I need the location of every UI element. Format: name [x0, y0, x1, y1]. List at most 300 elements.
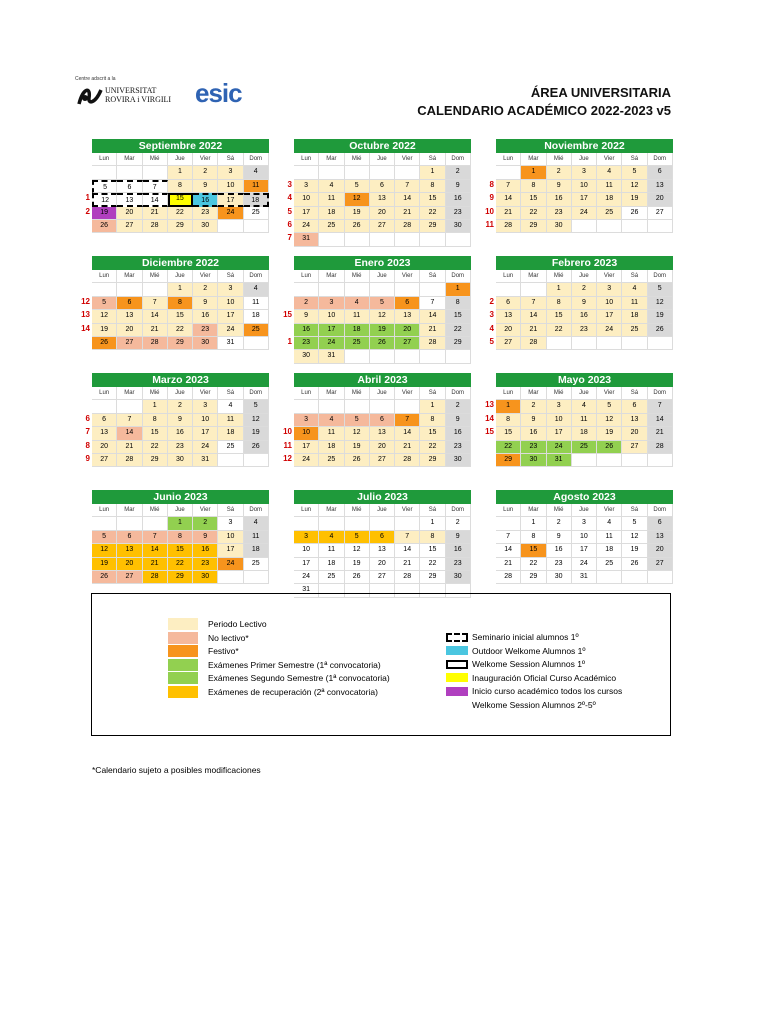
day-cell: 12 — [244, 414, 269, 427]
empty-cell — [92, 166, 117, 179]
day-cell: 2 — [572, 283, 597, 296]
day-cell: 24 — [597, 324, 622, 337]
weekday-label: Jue — [572, 387, 597, 400]
day-cell: 19 — [92, 558, 117, 571]
day-cell: 20 — [92, 441, 117, 454]
day-cell: 3 — [294, 414, 319, 427]
day-cell: 6 — [117, 180, 142, 193]
day-cell: 25 — [622, 324, 647, 337]
legend-swatch — [168, 632, 198, 644]
day-cell: 3 — [319, 297, 344, 310]
day-cell: 14 — [395, 544, 420, 557]
day-cell: 9 — [547, 180, 572, 193]
day-cell: 9 — [193, 531, 218, 544]
legend-item — [168, 632, 249, 644]
day-cell: 13 — [117, 544, 142, 557]
weekday-label: Mar — [521, 504, 546, 517]
day-cell: 30 — [193, 571, 218, 584]
empty-cell — [345, 400, 370, 413]
empty-cell — [395, 283, 420, 296]
day-cell: 24 — [218, 558, 243, 571]
month-calendar — [92, 490, 269, 584]
legend-swatch — [168, 686, 198, 698]
day-cell: 25 — [244, 558, 269, 571]
day-cell: 30 — [294, 350, 319, 363]
weekday-label: Dom — [648, 504, 673, 517]
day-cell: 22 — [446, 324, 471, 337]
day-cell: 10 — [294, 544, 319, 557]
weekday-label: Lun — [496, 387, 521, 400]
day-cell: 10 — [218, 531, 243, 544]
empty-cell — [218, 220, 243, 233]
day-cell: 9 — [168, 414, 193, 427]
month-title: Mayo 2023 — [496, 373, 673, 387]
day-cell: 18 — [244, 193, 269, 206]
day-cell: 26 — [622, 207, 647, 220]
day-cell: 8 — [168, 531, 193, 544]
day-cell: 5 — [244, 400, 269, 413]
day-cell: 6 — [117, 297, 142, 310]
day-cell: 16 — [547, 193, 572, 206]
week-number: 5 — [287, 206, 292, 216]
day-cell: 24 — [218, 207, 243, 220]
day-cell: 9 — [193, 297, 218, 310]
empty-cell — [597, 220, 622, 233]
day-cell: 16 — [547, 544, 572, 557]
weekday-label: Dom — [446, 270, 471, 283]
day-cell: 25 — [345, 337, 370, 350]
legend-label: Seminario inicial alumnos 1º — [472, 632, 579, 642]
day-cell: 11 — [319, 544, 344, 557]
day-cell: 28 — [395, 571, 420, 584]
legend-swatch — [446, 687, 468, 696]
empty-cell — [117, 517, 142, 530]
day-cell: 1 — [420, 400, 445, 413]
legend-swatch — [168, 645, 198, 657]
empty-cell — [117, 400, 142, 413]
month-calendar — [485, 373, 673, 467]
day-cell: 22 — [143, 441, 168, 454]
day-cell: 1 — [496, 400, 521, 413]
day-cell: 8 — [521, 180, 546, 193]
day-cell: 3 — [218, 283, 243, 296]
day-cell: 27 — [395, 337, 420, 350]
day-cell: 10 — [294, 427, 319, 440]
day-cell: 4 — [597, 517, 622, 530]
day-cell: 13 — [370, 427, 395, 440]
empty-cell — [648, 571, 673, 584]
day-cell: 26 — [648, 324, 673, 337]
legend-swatch — [168, 672, 198, 684]
legend-label: Exámenes Primer Semestre (1ª convocatoria) — [208, 659, 381, 670]
day-cell: 17 — [547, 427, 572, 440]
month-title: Julio 2023 — [294, 490, 471, 504]
empty-cell — [395, 517, 420, 530]
day-cell: 23 — [193, 207, 218, 220]
day-cell: 3 — [218, 517, 243, 530]
day-cell: 2 — [446, 400, 471, 413]
day-cell: 5 — [597, 400, 622, 413]
day-cell: 7 — [521, 297, 546, 310]
legend-label: Exámenes de recuperación (2ª convocatoria) — [208, 686, 378, 697]
legend-item — [446, 632, 579, 642]
month-title: Octubre 2022 — [294, 139, 471, 153]
weekday-label: Sá — [420, 270, 445, 283]
month-calendar — [283, 373, 471, 467]
day-cell: 7 — [420, 297, 445, 310]
empty-cell — [395, 166, 420, 179]
weekday-label: Dom — [648, 387, 673, 400]
legend-item — [168, 659, 381, 671]
legend-swatch — [446, 633, 468, 642]
day-cell: 10 — [597, 297, 622, 310]
day-cell: 2 — [168, 400, 193, 413]
day-cell: 17 — [218, 310, 243, 323]
day-cell: 13 — [395, 310, 420, 323]
day-cell: 21 — [395, 207, 420, 220]
week-number: 8 — [489, 179, 494, 189]
weekday-label: Jue — [168, 504, 193, 517]
day-cell: 20 — [370, 441, 395, 454]
day-cell: 29 — [168, 220, 193, 233]
logo-area — [75, 76, 265, 116]
day-cell: 28 — [395, 220, 420, 233]
month-calendar — [496, 490, 673, 584]
day-cell: 4 — [244, 517, 269, 530]
weekday-label: Vier — [395, 504, 420, 517]
weekday-label: Vier — [395, 153, 420, 166]
day-cell: 21 — [395, 558, 420, 571]
day-cell: 12 — [622, 531, 647, 544]
day-cell: 15 — [446, 310, 471, 323]
legend-item — [446, 673, 616, 683]
legend-label: Outdoor Welkome Alumnos 1º — [472, 645, 586, 656]
day-cell: 18 — [319, 441, 344, 454]
weekday-label: Vier — [597, 270, 622, 283]
weekday-label: Mié — [345, 270, 370, 283]
legend-item — [446, 659, 585, 669]
legend-item — [446, 700, 596, 710]
weekday-label: Sá — [420, 504, 445, 517]
day-cell: 11 — [244, 297, 269, 310]
day-cell: 22 — [168, 558, 193, 571]
weekday-label: Mar — [521, 387, 546, 400]
day-cell: 18 — [572, 427, 597, 440]
empty-cell — [345, 166, 370, 179]
day-cell: 3 — [572, 517, 597, 530]
day-cell: 8 — [143, 414, 168, 427]
week-number: 9 — [489, 193, 494, 203]
day-cell: 6 — [648, 166, 673, 179]
week-number: 12 — [81, 296, 90, 306]
legend-label: Periodo Lectivo — [208, 619, 267, 629]
empty-cell — [319, 166, 344, 179]
day-cell: 21 — [143, 558, 168, 571]
day-cell: 31 — [193, 454, 218, 467]
legend-label: Exámenes Segundo Semestre (1ª convocatoria) — [208, 673, 390, 683]
month-calendar — [85, 139, 269, 233]
day-cell: 28 — [395, 454, 420, 467]
day-cell: 12 — [597, 414, 622, 427]
empty-cell — [117, 166, 142, 179]
day-cell: 13 — [92, 427, 117, 440]
day-cell: 15 — [168, 193, 193, 206]
weekday-label: Sá — [420, 387, 445, 400]
weekday-label: Lun — [92, 153, 117, 166]
week-number: 5 — [489, 336, 494, 346]
day-cell: 15 — [420, 193, 445, 206]
centre-label: Centre adscrit a la — [75, 76, 116, 82]
day-cell: 28 — [648, 441, 673, 454]
day-cell: 23 — [168, 441, 193, 454]
day-cell: 31 — [218, 337, 243, 350]
day-cell: 7 — [496, 180, 521, 193]
empty-cell — [117, 283, 142, 296]
weekday-label: Jue — [370, 153, 395, 166]
empty-cell — [143, 517, 168, 530]
day-cell: 22 — [496, 441, 521, 454]
month-calendar — [85, 373, 269, 467]
day-cell: 29 — [446, 337, 471, 350]
day-cell: 12 — [648, 297, 673, 310]
day-cell: 25 — [319, 220, 344, 233]
empty-cell — [648, 220, 673, 233]
day-cell: 17 — [294, 558, 319, 571]
day-cell: 2 — [446, 517, 471, 530]
day-cell: 12 — [92, 193, 117, 206]
day-cell: 6 — [370, 531, 395, 544]
day-cell: 16 — [446, 544, 471, 557]
day-cell: 25 — [572, 441, 597, 454]
day-cell: 4 — [319, 180, 344, 193]
day-cell: 13 — [648, 531, 673, 544]
day-cell: 19 — [345, 441, 370, 454]
month-calendar — [294, 490, 471, 598]
day-cell: 11 — [319, 193, 344, 206]
empty-cell — [572, 337, 597, 350]
day-cell: 6 — [496, 297, 521, 310]
day-cell: 30 — [521, 454, 546, 467]
day-cell: 16 — [193, 310, 218, 323]
day-cell: 18 — [597, 544, 622, 557]
weekday-label: Vier — [597, 387, 622, 400]
day-cell: 8 — [446, 297, 471, 310]
day-cell: 27 — [117, 220, 142, 233]
weekday-label: Mié — [547, 270, 572, 283]
day-cell: 9 — [446, 180, 471, 193]
day-cell: 13 — [496, 310, 521, 323]
legend-item — [168, 618, 267, 630]
legend-label: Inauguración Oficial Curso Académico — [472, 672, 617, 683]
day-cell: 14 — [395, 427, 420, 440]
day-cell: 9 — [446, 531, 471, 544]
legend-swatch — [446, 700, 468, 709]
legend-label: Festivo* — [208, 646, 239, 656]
day-cell: 28 — [143, 337, 168, 350]
day-cell: 26 — [345, 454, 370, 467]
day-cell: 7 — [143, 531, 168, 544]
day-cell: 31 — [294, 233, 319, 246]
day-cell: 26 — [92, 337, 117, 350]
day-cell: 1 — [168, 283, 193, 296]
day-cell: 2 — [521, 400, 546, 413]
empty-cell — [345, 233, 370, 246]
day-cell: 5 — [345, 414, 370, 427]
weekday-label: Mié — [345, 153, 370, 166]
day-cell: 15 — [143, 427, 168, 440]
day-cell: 9 — [547, 531, 572, 544]
day-cell: 15 — [168, 544, 193, 557]
empty-cell — [597, 454, 622, 467]
empty-cell — [622, 220, 647, 233]
week-number: 7 — [85, 427, 90, 437]
day-cell: 1 — [547, 283, 572, 296]
day-cell: 31 — [319, 350, 344, 363]
month-title: Junio 2023 — [92, 490, 269, 504]
day-cell: 8 — [521, 531, 546, 544]
week-number: 11 — [485, 219, 494, 229]
day-cell: 16 — [193, 544, 218, 557]
day-cell: 7 — [117, 414, 142, 427]
weekday-label: Lun — [92, 270, 117, 283]
day-cell: 18 — [319, 558, 344, 571]
day-cell: 4 — [319, 414, 344, 427]
legend-label: Inicio curso académico todos los cursos — [472, 686, 623, 696]
weekday-label: Lun — [496, 504, 521, 517]
day-cell: 21 — [395, 441, 420, 454]
day-cell: 16 — [294, 324, 319, 337]
week-number: 10 — [485, 206, 494, 216]
weekday-label: Lun — [496, 153, 521, 166]
month-title: Agosto 2023 — [496, 490, 673, 504]
day-cell: 12 — [345, 193, 370, 206]
weekday-label: Mié — [345, 504, 370, 517]
legend — [91, 593, 671, 736]
weekday-label: Mié — [345, 387, 370, 400]
day-cell: 26 — [622, 558, 647, 571]
empty-cell — [244, 454, 269, 467]
week-number: 1 — [85, 193, 90, 203]
day-cell: 29 — [143, 454, 168, 467]
month-title: Noviembre 2022 — [496, 139, 673, 153]
day-cell: 14 — [143, 544, 168, 557]
day-cell: 5 — [92, 180, 117, 193]
weekday-label: Dom — [446, 387, 471, 400]
day-cell: 4 — [345, 297, 370, 310]
day-cell: 11 — [622, 297, 647, 310]
day-cell: 16 — [521, 427, 546, 440]
weekday-label: Mar — [117, 270, 142, 283]
day-cell: 18 — [244, 310, 269, 323]
empty-cell — [496, 283, 521, 296]
weekday-label: Vier — [193, 270, 218, 283]
weekday-label: Vier — [395, 387, 420, 400]
week-number: 6 — [85, 413, 90, 423]
day-cell: 22 — [521, 558, 546, 571]
day-cell: 13 — [370, 544, 395, 557]
empty-cell — [622, 337, 647, 350]
day-cell: 18 — [244, 544, 269, 557]
day-cell: 28 — [117, 454, 142, 467]
empty-cell — [244, 337, 269, 350]
month-calendar — [287, 139, 471, 247]
weekday-label: Jue — [572, 153, 597, 166]
day-cell: 9 — [572, 297, 597, 310]
day-cell: 27 — [117, 337, 142, 350]
day-cell: 5 — [92, 531, 117, 544]
weekday-label: Mar — [319, 153, 344, 166]
empty-cell — [395, 400, 420, 413]
month-title: Diciembre 2022 — [92, 256, 269, 270]
empty-cell — [319, 400, 344, 413]
day-cell: 2 — [193, 166, 218, 179]
weekday-label: Vier — [193, 153, 218, 166]
weekday-label: Lun — [294, 504, 319, 517]
day-cell: 13 — [117, 193, 142, 206]
day-cell: 7 — [395, 414, 420, 427]
day-cell: 3 — [597, 283, 622, 296]
day-cell: 27 — [370, 220, 395, 233]
weekday-label: Mar — [117, 504, 142, 517]
empty-cell — [370, 350, 395, 363]
empty-cell — [294, 166, 319, 179]
day-cell: 28 — [496, 220, 521, 233]
day-cell: 19 — [92, 207, 117, 220]
empty-cell — [319, 233, 344, 246]
day-cell: 6 — [648, 517, 673, 530]
day-cell: 4 — [572, 400, 597, 413]
day-cell: 29 — [521, 571, 546, 584]
day-cell: 5 — [345, 180, 370, 193]
day-cell: 6 — [92, 414, 117, 427]
weekday-label: Dom — [648, 270, 673, 283]
empty-cell — [294, 400, 319, 413]
empty-cell — [420, 233, 445, 246]
day-cell: 23 — [521, 441, 546, 454]
month-calendar — [489, 256, 673, 350]
day-cell: 5 — [622, 166, 647, 179]
day-cell: 8 — [168, 297, 193, 310]
day-cell: 4 — [319, 531, 344, 544]
empty-cell — [395, 350, 420, 363]
day-cell: 1 — [168, 517, 193, 530]
empty-cell — [345, 283, 370, 296]
weekday-label: Mar — [319, 504, 344, 517]
day-cell: 5 — [370, 297, 395, 310]
day-cell: 28 — [143, 571, 168, 584]
day-cell: 20 — [117, 207, 142, 220]
day-cell: 27 — [370, 454, 395, 467]
day-cell: 16 — [446, 427, 471, 440]
month-calendar — [283, 256, 471, 364]
weekday-label: Lun — [496, 270, 521, 283]
day-cell: 14 — [420, 310, 445, 323]
day-cell: 15 — [521, 193, 546, 206]
day-cell: 2 — [294, 297, 319, 310]
weekday-label: Mié — [143, 504, 168, 517]
empty-cell — [496, 517, 521, 530]
day-cell: 17 — [218, 193, 243, 206]
legend-label: Welkome Session Alumnos 1º — [472, 659, 586, 669]
day-cell: 23 — [547, 558, 572, 571]
day-cell: 2 — [547, 517, 572, 530]
day-cell: 14 — [648, 414, 673, 427]
day-cell: 6 — [370, 414, 395, 427]
day-cell: 30 — [193, 220, 218, 233]
day-cell: 16 — [572, 310, 597, 323]
week-number: 2 — [85, 206, 90, 216]
weekday-label: Dom — [244, 387, 269, 400]
